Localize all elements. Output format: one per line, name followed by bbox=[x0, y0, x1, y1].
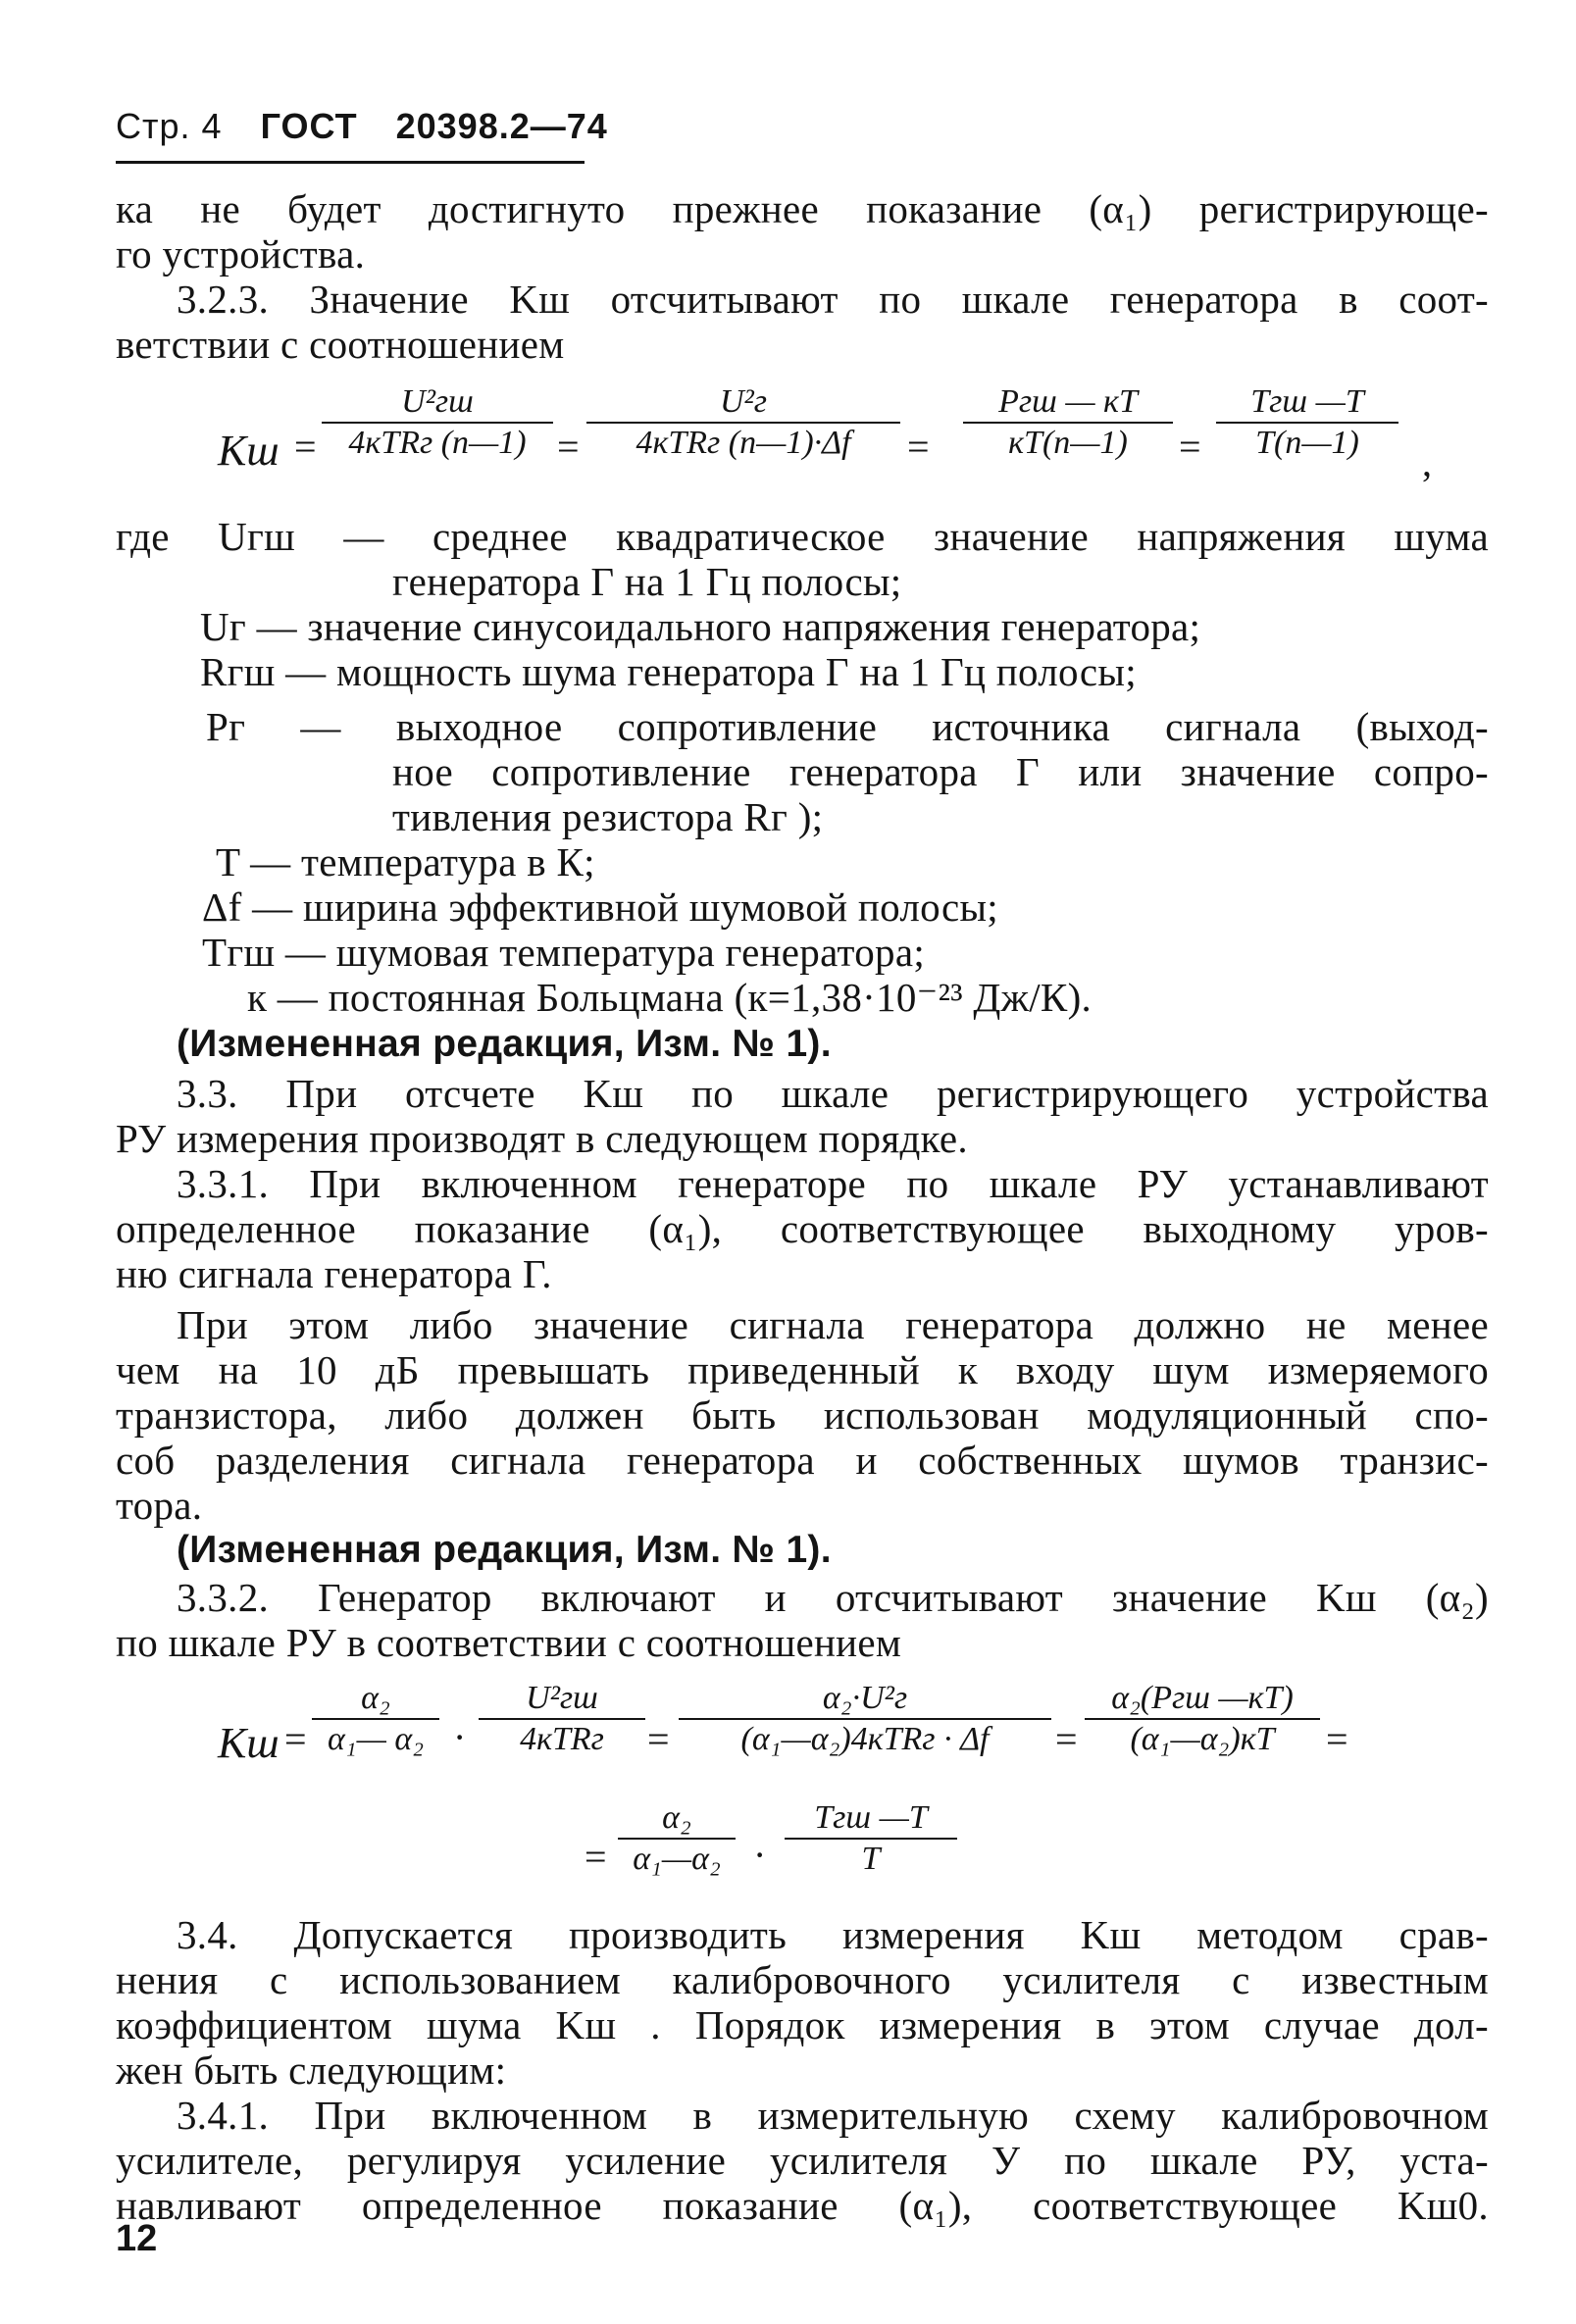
formula-2-eq: = bbox=[284, 1717, 307, 1761]
amendment-note: (Измененная редакция, Изм. № 1). bbox=[177, 1023, 832, 1065]
page-header bbox=[116, 106, 635, 147]
fraction-numerator: α₂·U²г bbox=[679, 1679, 1051, 1720]
formula-1-fraction-3 bbox=[963, 382, 1173, 463]
formula-2-multiply: · bbox=[753, 1833, 767, 1877]
formula-1-fraction-4 bbox=[1216, 382, 1398, 463]
page-label: Стр. 4 bbox=[116, 106, 223, 146]
fraction-denominator: T(n—1) bbox=[1255, 425, 1359, 461]
text-line: к — постоянная Больцмана (к=1,38·10⁻²³ Дж/К). bbox=[247, 975, 1093, 1020]
formula-2-fraction-1 bbox=[312, 1679, 439, 1759]
standard-name: ГОСТ bbox=[260, 106, 358, 146]
text-line: чем на 10 дБ превышать приведенный к входу шум измеряемого bbox=[116, 1347, 1489, 1392]
fraction-denominator: α₁— α₂ bbox=[327, 1721, 425, 1757]
formula-2-eq: = bbox=[1326, 1717, 1348, 1761]
text-line: навливают определенное показание (α₁), соответствующее Kш0. bbox=[116, 2183, 1489, 2228]
formula-2-eq: = bbox=[647, 1717, 670, 1761]
formula-1-eq: = bbox=[294, 425, 317, 469]
formula-2-multiply: · bbox=[453, 1715, 467, 1759]
text-line: Tгш — шумовая температура генератора; bbox=[202, 930, 926, 975]
formula-1-fraction-1 bbox=[322, 382, 553, 463]
formula-2-fraction-2 bbox=[479, 1679, 645, 1759]
text-line: транзистора, либо должен быть использован модуляционный спо- bbox=[116, 1392, 1489, 1438]
text-line: ню сигнала генератора Г. bbox=[116, 1251, 552, 1296]
formula-1-eq: = bbox=[557, 425, 580, 469]
fraction-denominator: 4кTRг (n—1)·Δf bbox=[635, 425, 851, 461]
text-line: усилителе, регулируя усиление усилителя У по шкале РУ, уста- bbox=[116, 2138, 1489, 2183]
fraction-denominator: α₁—α₂ bbox=[633, 1841, 721, 1877]
text-line: определенное показание (α₁), соответствующее выходному уров- bbox=[116, 1206, 1489, 1251]
text-line: 3.4. Допускается производить измерения Kш методом срав- bbox=[177, 1912, 1489, 1957]
fraction-numerator: α₂ bbox=[312, 1679, 439, 1720]
text-line: 3.3. При отсчете Kш по шкале регистрирующего устройства bbox=[177, 1071, 1489, 1116]
text-line: тора. bbox=[116, 1483, 203, 1528]
text-line: тивления резистора Rг ); bbox=[392, 794, 824, 839]
text-line: Δf — ширина эффективной шумовой полосы; bbox=[202, 884, 999, 930]
formula-1-eq: = bbox=[1179, 425, 1201, 469]
text-line: Rгш — мощность шума генератора Г на 1 Гц полосы; bbox=[200, 649, 1137, 694]
fraction-numerator: Tгш —T bbox=[785, 1798, 957, 1840]
fraction-numerator: U²гш bbox=[479, 1679, 645, 1720]
formula-2-lhs: Kш bbox=[218, 1719, 280, 1767]
text-line: соб разделения сигнала генератора и собственных шумов транзис- bbox=[116, 1438, 1489, 1483]
text-line: коэффициентом шума Kш . Порядок измерения в этом случае дол- bbox=[116, 2002, 1489, 2047]
text-line: Pг — выходное сопротивление источника сигнала (выход- bbox=[206, 704, 1489, 749]
formula-2-fraction-3 bbox=[679, 1679, 1051, 1759]
fraction-denominator: кT(n—1) bbox=[1008, 425, 1128, 461]
formula-2-fraction-6 bbox=[785, 1798, 957, 1879]
text-line: РУ измерения производят в следующем порядке. bbox=[116, 1116, 968, 1161]
fraction-numerator: Pгш — кT bbox=[963, 382, 1173, 424]
text-line: 3.3.1. При включенном генераторе по шкале РУ устанавливают bbox=[177, 1161, 1489, 1206]
text-line: T — температура в К; bbox=[216, 839, 595, 884]
formula-2-eq: = bbox=[1055, 1717, 1078, 1761]
fraction-numerator: α₂(Pгш —кT) bbox=[1085, 1679, 1320, 1720]
fraction-numerator: U²гш bbox=[322, 382, 553, 424]
text-line: по шкале РУ в соответствии с соотношением bbox=[116, 1620, 902, 1665]
fraction-denominator: (α₁—α₂)4кTRг · Δf bbox=[740, 1721, 990, 1757]
fraction-numerator: Tгш —T bbox=[1216, 382, 1398, 424]
text-line: жен быть следующим: bbox=[116, 2047, 507, 2093]
fraction-numerator: U²г bbox=[586, 382, 900, 424]
fraction-denominator: (α₁—α₂)кT bbox=[1130, 1721, 1275, 1757]
text-line: При этом либо значение сигнала генератора должно не менее bbox=[177, 1302, 1489, 1347]
formula-1-tail: , bbox=[1422, 440, 1432, 484]
text-line: генератора Г на 1 Гц полосы; bbox=[392, 559, 902, 604]
text-line: нения с использованием калибровочного усилителя с известным bbox=[116, 1957, 1489, 2002]
text-line: ное сопротивление генератора Г или значение сопро- bbox=[392, 749, 1489, 794]
text-line: 3.4.1. При включенном в измерительную схему калибровочном bbox=[177, 2093, 1489, 2138]
standard-number: 20398.2—74 bbox=[395, 106, 608, 146]
text-line: 3.2.3. Значение Kш отсчитывают по шкале генератора в соот- bbox=[177, 277, 1489, 322]
fraction-denominator: 4кTRг (n—1) bbox=[348, 425, 527, 461]
text-line: го устройства. bbox=[116, 231, 366, 277]
formula-1-eq: = bbox=[907, 425, 930, 469]
text-line: ветствии с соотношением bbox=[116, 322, 565, 367]
fraction-numerator: α₂ bbox=[618, 1798, 736, 1840]
formula-2-fraction-5 bbox=[618, 1798, 736, 1879]
text-line: где Uгш — среднее квадратическое значение напряжения шума bbox=[116, 514, 1489, 559]
page-number: 12 bbox=[116, 2218, 158, 2259]
text-line: Uг — значение синусоидального напряжения генератора; bbox=[200, 604, 1201, 649]
header-rule bbox=[116, 161, 585, 164]
formula-2-fraction-4 bbox=[1085, 1679, 1320, 1759]
formula-1-fraction-2 bbox=[586, 382, 900, 463]
amendment-note: (Измененная редакция, Изм. № 1). bbox=[177, 1529, 832, 1571]
text-line: 3.3.2. Генератор включают и отсчитывают значение Kш (α₂) bbox=[177, 1575, 1489, 1620]
fraction-denominator: 4кTRг bbox=[520, 1721, 604, 1757]
formula-2-eq: = bbox=[585, 1835, 607, 1879]
fraction-denominator: T bbox=[861, 1841, 881, 1877]
formula-1-lhs: Kш bbox=[218, 427, 280, 475]
text-line: ка не будет достигнуто прежнее показание (α₁) регистрирующе- bbox=[116, 186, 1489, 231]
